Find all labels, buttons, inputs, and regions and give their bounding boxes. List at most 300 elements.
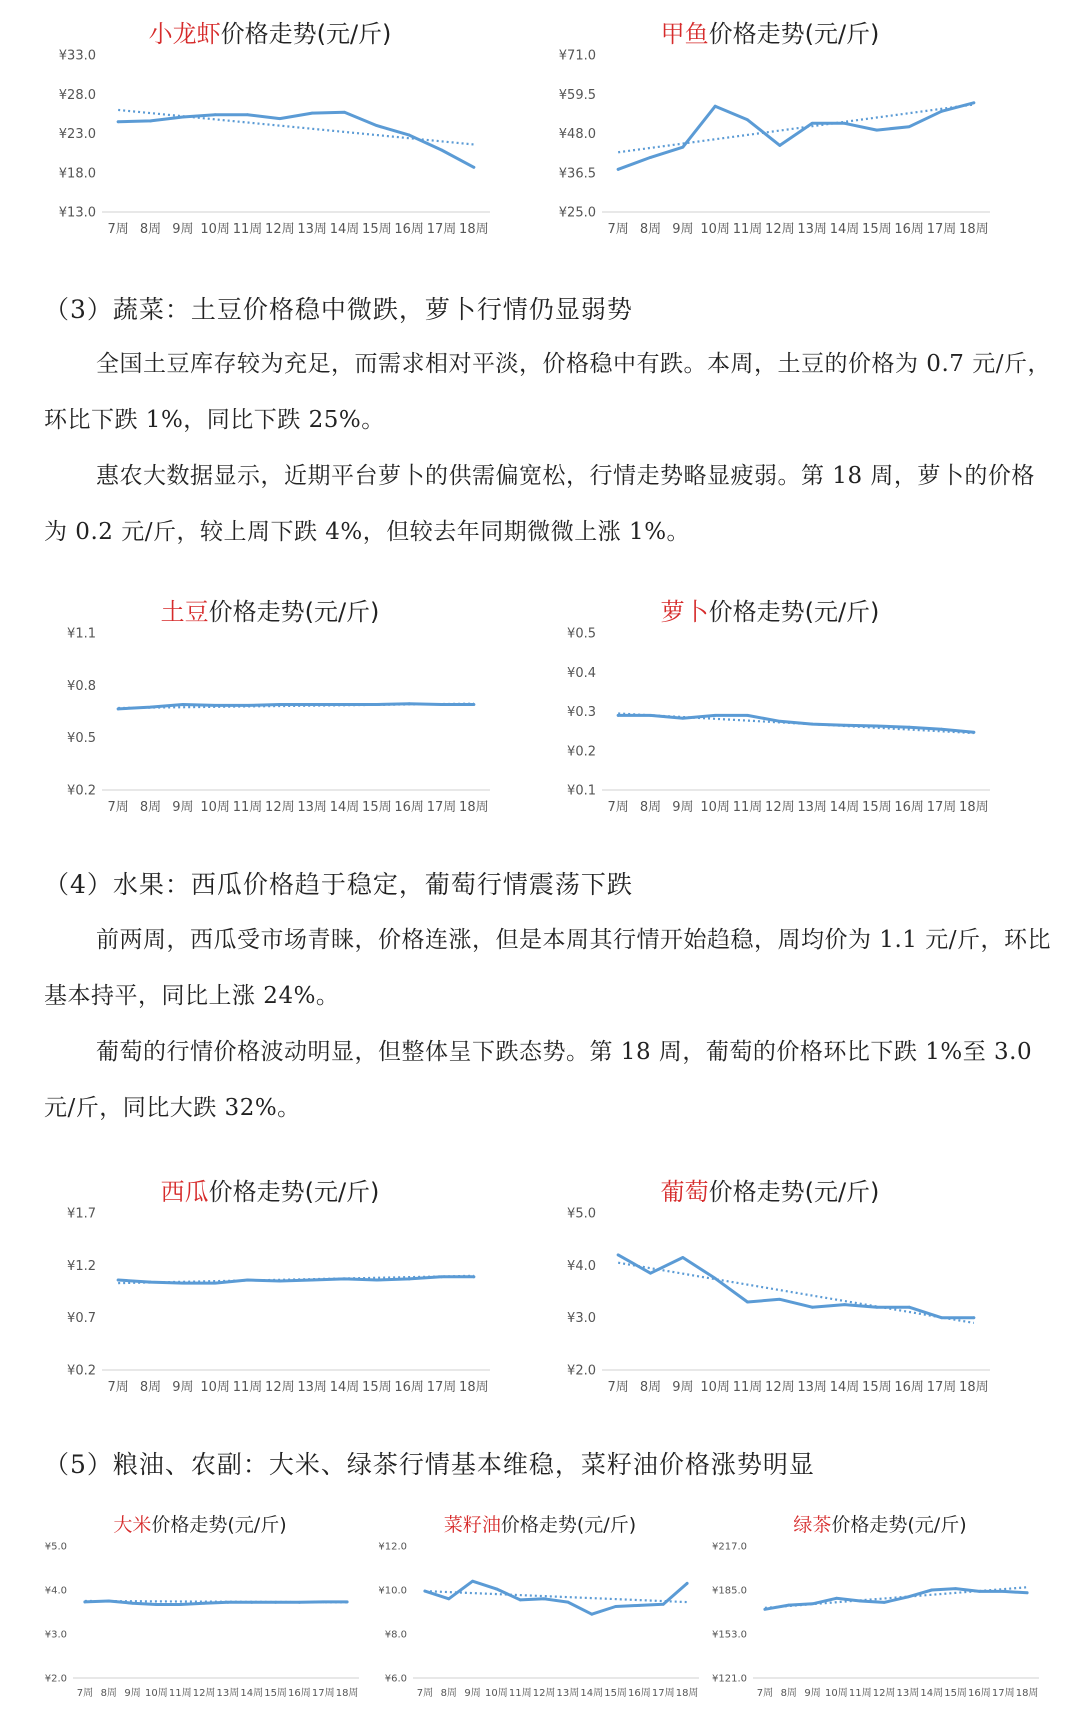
chart-svg [712,1508,1045,1708]
x-tick-label: 12周 [265,800,295,815]
radish-price-chart [540,588,1000,828]
rice-price-chart [35,1508,365,1708]
data-point [495,1588,498,1591]
y-tick-label: ¥5.0 [567,1206,596,1222]
x-tick-label: 11周 [232,800,263,815]
x-tick-label: 13周 [216,1688,240,1699]
x-tick-label: 18周 [675,1688,699,1699]
x-tick-label: 14周 [329,800,360,815]
x-tick-label: 12周 [872,1688,896,1699]
x-tick-label: 11周 [232,222,263,237]
data-point [278,1280,281,1283]
x-tick-label: 17周 [426,1380,457,1395]
price-series-line [118,112,474,167]
x-tick-label: 11周 [232,1380,263,1395]
x-tick-label: 9周 [172,222,194,237]
x-tick-label: 10周 [825,1688,848,1699]
x-tick-label: 10周 [200,222,230,237]
y-tick-label: ¥0.2 [67,1363,96,1379]
turtle-price-chart [540,10,1000,250]
x-tick-label: 18周 [959,800,989,815]
data-point [778,144,781,147]
y-tick-label: ¥23.0 [58,127,96,143]
data-point [424,1590,427,1593]
x-tick-label: 18周 [459,222,489,237]
data-point [617,714,620,717]
x-tick-label: 9周 [672,222,694,237]
x-tick-label: 8周 [639,1380,662,1395]
chart-title [40,1172,500,1207]
data-point [311,703,314,706]
y-tick-label: ¥2.0 [44,1673,67,1685]
data-point [940,728,943,731]
chart-title-product: 土豆 [160,598,209,626]
data-point [940,1316,943,1319]
data-point [375,703,378,706]
x-tick-label: 18周 [335,1688,359,1699]
chart-title [375,1510,705,1537]
data-point [472,703,475,706]
x-tick-label: 16周 [288,1688,311,1699]
data-point [246,704,249,707]
y-tick-label: ¥1.1 [67,626,96,642]
data-point [940,110,943,113]
x-tick-label: 17周 [926,1380,957,1395]
x-tick-label: 12周 [765,800,795,815]
x-tick-label: 11周 [508,1688,532,1699]
x-tick-label: 14周 [329,1380,360,1395]
x-tick-label: 15周 [944,1688,967,1699]
data-point [179,1603,182,1606]
y-tick-label: ¥0.2 [567,744,596,760]
y-tick-label: ¥1.2 [67,1258,96,1274]
chart-title-suffix: 价格走势(元/斤) [220,20,392,48]
x-tick-label: 16周 [394,800,424,815]
data-point [859,1600,862,1603]
data-point [617,1253,620,1256]
data-point [214,113,217,116]
data-point [614,1605,617,1608]
data-point [972,1316,975,1319]
data-point [590,1613,593,1616]
chart-title [540,1172,1000,1207]
x-tick-label: 8周 [139,222,162,237]
data-point [117,707,120,710]
data-point [278,117,281,120]
x-tick-label: 9周 [804,1688,821,1699]
x-tick-label: 12周 [192,1688,216,1699]
x-tick-label: 18周 [459,800,489,815]
x-tick-label: 16周 [894,222,924,237]
x-tick-label: 8周 [440,1688,457,1699]
y-tick-label: ¥185.0 [712,1585,747,1597]
data-point [835,1597,838,1600]
data-point [954,1587,957,1590]
chart-title-suffix: 价格走势(元/斤) [708,20,880,48]
data-point [519,1599,522,1602]
x-tick-label: 9周 [172,1380,194,1395]
x-tick-label: 12周 [765,1380,795,1395]
data-point [714,1277,717,1280]
paragraph-grape: 葡萄的行情价格波动明显，但整体呈下跌态势。第 18 周，葡萄的价格环比下跌 1%至 3.0 元/斤，同比大跌 32%。 [44,1039,1033,1121]
data-point [274,1601,277,1604]
data-point [617,168,620,171]
y-tick-label: ¥0.5 [67,731,96,747]
data-point [875,129,878,132]
chart-title [40,14,500,49]
x-tick-label: 10周 [200,1380,230,1395]
chart-title [715,1510,1045,1537]
x-tick-label: 17周 [991,1688,1015,1699]
x-tick-label: 13周 [896,1688,920,1699]
data-point [131,1602,134,1605]
x-tick-label: 15周 [264,1688,287,1699]
y-tick-label: ¥4.0 [44,1585,67,1597]
potato-price-chart [40,588,500,828]
x-tick-label: 8周 [639,800,662,815]
y-tick-label: ¥0.3 [567,705,596,721]
data-point [408,702,411,705]
data-point [343,111,346,114]
x-tick-label: 11周 [732,800,763,815]
data-point [346,1600,349,1603]
y-tick-label: ¥2.0 [567,1363,596,1379]
data-point [214,1282,217,1285]
green-tea-price-chart [712,1508,1045,1708]
x-tick-label: 9周 [672,1380,694,1395]
data-point [930,1589,933,1592]
data-point [203,1602,206,1605]
data-point [1002,1590,1005,1593]
x-tick-label: 12周 [265,222,295,237]
chart-title-suffix: 价格走势(元/斤) [151,1514,287,1536]
data-point [246,1279,249,1282]
data-point [843,122,846,125]
chart-title-suffix: 价格走势(元/斤) [500,1514,637,1536]
y-tick-label: ¥121.0 [712,1673,747,1685]
trend-line [618,104,974,152]
x-tick-label: 12周 [532,1688,556,1699]
x-tick-label: 17周 [426,222,457,237]
chart-title-suffix: 价格走势(元/斤) [708,1178,880,1206]
x-tick-label: 17周 [926,222,957,237]
grape-price-chart [540,1168,1000,1408]
x-tick-label: 8周 [639,222,662,237]
x-tick-label: 10周 [700,1380,730,1395]
y-tick-label: ¥153.0 [712,1629,747,1641]
rapeseed-oil-price-chart [375,1508,705,1708]
x-tick-label: 7周 [607,222,629,237]
chart-title-product: 绿茶 [793,1514,832,1536]
y-tick-label: ¥12.0 [378,1541,407,1553]
x-tick-label: 14周 [829,222,860,237]
x-tick-label: 17周 [426,800,457,815]
chart-title-product: 小龙虾 [148,20,221,48]
x-tick-label: 15周 [862,1380,892,1395]
data-point [787,1604,790,1607]
data-point [649,1272,652,1275]
y-tick-label: ¥10.0 [378,1585,407,1597]
data-point [447,1597,450,1600]
section-heading-grain-oil: （5）粮油、农副：大米、绿茶行情基本维稳，菜籽油价格涨势明显 [44,1450,815,1479]
data-point [567,1601,570,1604]
data-point [1026,1591,1029,1594]
data-point [875,725,878,728]
x-tick-label: 9周 [672,800,694,815]
y-tick-label: ¥6.0 [384,1673,407,1685]
y-tick-label: ¥25.0 [558,205,596,221]
x-tick-label: 16周 [394,222,424,237]
data-point [778,720,781,723]
data-point [638,1604,641,1607]
y-tick-label: ¥48.0 [558,127,596,143]
data-point [84,1600,87,1603]
chart-title-product: 甲鱼 [660,20,709,48]
paragraph-watermelon: 前两周，西瓜受市场青睐，价格连涨，但是本周其行情开始趋稳，周均价为 1.1 元/斤，环比基本持平，同比上涨 24%。 [44,927,1051,1009]
data-point [298,1601,301,1604]
data-point [440,1275,443,1278]
data-point [227,1601,230,1604]
y-tick-label: ¥0.8 [67,678,96,694]
x-tick-label: 17周 [926,800,957,815]
x-tick-label: 8周 [100,1688,117,1699]
x-tick-label: 13周 [297,222,327,237]
x-tick-label: 7周 [76,1688,94,1699]
chart-title-suffix: 价格走势(元/斤) [708,598,880,626]
price-series-line [118,1277,474,1283]
data-point [907,1595,910,1598]
data-point [149,706,152,709]
data-point [746,118,749,121]
chart-title-suffix: 价格走势(元/斤) [831,1514,967,1536]
data-point [908,125,911,128]
chart-title [35,1510,365,1537]
y-tick-label: ¥4.0 [567,1258,596,1274]
data-point [117,120,120,123]
watermelon-price-chart [40,1168,500,1408]
data-point [714,714,717,717]
data-point [107,1600,110,1603]
x-tick-label: 13周 [556,1688,580,1699]
data-point [440,149,443,152]
x-tick-label: 10周 [700,222,730,237]
x-tick-label: 13周 [297,800,327,815]
price-series-line [85,1601,347,1605]
data-point [149,1281,152,1284]
y-tick-label: ¥13.0 [58,205,96,221]
chart-title-product: 萝卜 [660,598,709,626]
data-point [972,101,975,104]
x-tick-label: 10周 [200,800,230,815]
price-series-line [618,103,974,170]
data-point [471,1580,474,1583]
data-point [972,731,975,734]
chart-title [540,14,1000,49]
data-point [811,122,814,125]
y-tick-label: ¥3.0 [44,1629,67,1641]
data-point [246,113,249,116]
x-tick-label: 8周 [139,1380,162,1395]
data-point [811,1602,814,1605]
x-tick-label: 9周 [124,1688,141,1699]
chart-title-product: 葡萄 [660,1178,709,1206]
y-tick-label: ¥0.7 [67,1311,96,1327]
data-point [117,1279,120,1282]
data-point [978,1590,981,1593]
x-tick-label: 14周 [829,800,860,815]
x-tick-label: 15周 [362,1380,392,1395]
x-tick-label: 14周 [580,1688,604,1699]
y-tick-label: ¥3.0 [567,1311,596,1327]
price-series-line [765,1589,1027,1610]
data-point [681,717,684,720]
data-point [746,714,749,717]
chart-svg [35,1508,365,1708]
y-tick-label: ¥0.4 [567,665,596,681]
x-tick-label: 10周 [145,1688,168,1699]
section-heading-vegetables: （3）蔬菜：土豆价格稳中微跌，萝卜行情仍显弱势 [44,295,633,324]
x-tick-label: 15周 [362,800,392,815]
data-point [649,714,652,717]
trend-line [618,1263,974,1323]
x-tick-label: 7周 [107,800,129,815]
data-point [155,1603,158,1606]
x-tick-label: 14周 [829,1380,860,1395]
x-tick-label: 11周 [848,1688,872,1699]
x-tick-label: 7周 [107,1380,129,1395]
data-point [375,124,378,127]
data-point [811,723,814,726]
data-point [662,1603,665,1606]
data-point [408,1278,411,1281]
data-point [778,1298,781,1301]
data-point [408,134,411,137]
data-point [686,1582,689,1585]
data-point [746,1301,749,1304]
x-tick-label: 12周 [265,1380,295,1395]
paragraph-radish: 惠农大数据显示，近期平台萝卜的供需偏宽松，行情走势略显疲弱。第 18 周，萝卜的价格为 0.2 元/斤，较上周下跌 4%，但较去年同期微微上涨 1%。 [44,463,1035,545]
data-point [440,703,443,706]
x-tick-label: 16周 [394,1380,424,1395]
y-tick-label: ¥8.0 [384,1629,407,1641]
price-series-line [618,715,974,732]
x-tick-label: 10周 [485,1688,508,1699]
x-tick-label: 17周 [651,1688,675,1699]
y-tick-label: ¥33.0 [58,48,96,64]
x-tick-label: 15周 [862,800,892,815]
x-tick-label: 13周 [797,222,827,237]
chart-title [40,592,500,627]
x-tick-label: 9周 [172,800,194,815]
data-point [343,1278,346,1281]
x-tick-label: 18周 [1015,1688,1039,1699]
x-tick-label: 18周 [959,1380,989,1395]
data-point [714,105,717,108]
y-tick-label: ¥18.0 [58,166,96,182]
y-tick-label: ¥217.0 [712,1541,747,1553]
x-tick-label: 11周 [732,222,763,237]
data-point [250,1601,253,1604]
y-tick-label: ¥59.5 [558,87,596,103]
x-tick-label: 16周 [628,1688,651,1699]
data-point [875,1306,878,1309]
data-point [681,146,684,149]
data-point [472,1275,475,1278]
chart-title-product: 西瓜 [160,1178,209,1206]
chart-title-suffix: 价格走势(元/斤) [208,1178,380,1206]
chart-svg [375,1508,705,1708]
data-point [214,704,217,707]
y-tick-label: ¥0.2 [67,783,96,799]
x-tick-label: 15周 [862,222,892,237]
price-series-line [618,1255,974,1318]
chart-title-suffix: 价格走势(元/斤) [208,598,380,626]
data-point [908,726,911,729]
data-point [181,1282,184,1285]
x-tick-label: 17周 [311,1688,335,1699]
price-series-line [118,704,474,709]
x-tick-label: 16周 [894,1380,924,1395]
x-tick-label: 14周 [240,1688,264,1699]
x-tick-label: 7周 [607,800,629,815]
data-point [311,1279,314,1282]
data-point [375,1279,378,1282]
data-point [149,120,152,123]
x-tick-label: 18周 [459,1380,489,1395]
data-point [543,1597,546,1600]
chart-title-product: 菜籽油 [443,1514,501,1536]
crayfish-price-chart [40,10,500,250]
x-tick-label: 11周 [732,1380,763,1395]
x-tick-label: 16周 [894,800,924,815]
x-tick-label: 18周 [959,222,989,237]
x-tick-label: 16周 [968,1688,991,1699]
data-point [472,166,475,169]
x-tick-label: 12周 [765,222,795,237]
y-tick-label: ¥28.0 [58,87,96,103]
x-tick-label: 9周 [464,1688,481,1699]
x-tick-label: 7周 [756,1688,774,1699]
data-point [181,703,184,706]
x-tick-label: 7周 [416,1688,434,1699]
y-tick-label: ¥0.5 [567,626,596,642]
x-tick-label: 7周 [107,222,129,237]
y-tick-label: ¥5.0 [44,1541,67,1553]
data-point [843,1303,846,1306]
data-point [311,112,314,115]
x-tick-label: 14周 [920,1688,944,1699]
section-heading-fruit: （4）水果：西瓜价格趋于稳定，葡萄行情震荡下跌 [44,870,633,899]
data-point [811,1306,814,1309]
x-tick-label: 8周 [780,1688,797,1699]
data-point [322,1600,325,1603]
data-point [278,703,281,706]
data-point [908,1306,911,1309]
x-tick-label: 13周 [797,1380,827,1395]
x-tick-label: 8周 [139,800,162,815]
data-point [843,724,846,727]
chart-title-product: 大米 [113,1514,152,1536]
data-point [681,1256,684,1259]
y-tick-label: ¥36.5 [558,166,596,182]
x-tick-label: 15周 [362,222,392,237]
x-tick-label: 14周 [329,222,360,237]
x-tick-label: 13周 [297,1380,327,1395]
x-tick-label: 10周 [700,800,730,815]
data-point [343,703,346,706]
x-tick-label: 15周 [604,1688,627,1699]
chart-title [540,592,1000,627]
